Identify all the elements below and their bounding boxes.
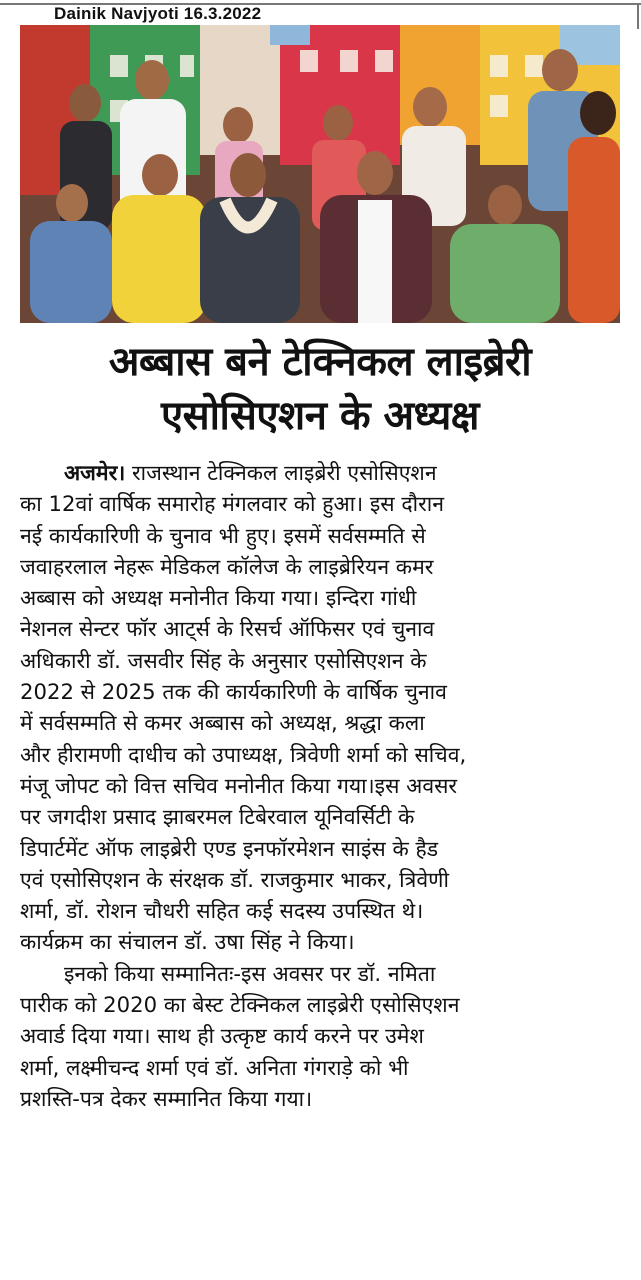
article-line: 2022 से 2025 तक की कार्यकारिणी के वार्षिक चुनाव: [20, 679, 447, 705]
article-line: इनको किया सम्मानितः-इस अवसर पर डॉ. नमिता: [64, 960, 436, 986]
article-line: शर्मा, लक्ष्मीचन्द शर्मा एवं डॉ. अनिता गंगराड़े को भी: [20, 1054, 409, 1080]
article-line: नेशनल सेन्टर फॉर आट्‌र्स के रिसर्च ऑफिसर एवं चुनाव: [20, 616, 435, 642]
article-line: का 12वां वार्षिक समारोह मंगलवार को हुआ। इस दौरान: [20, 491, 444, 517]
right-rule: [637, 3, 639, 29]
article-line: पारीक को 2020 का बेस्ट टेक्निकल लाइब्रेरी एसोसिएशन: [20, 992, 460, 1018]
headline-line-2: एसोसिएशन के अध्यक्ष: [161, 393, 479, 439]
article-line: कार्यक्रम का संचालन डॉ. उषा सिंह ने किया।: [20, 929, 355, 955]
article-line: मंजू जोपट को वित्त सचिव मनोनीत किया गया।इस अवसर: [20, 772, 458, 798]
newspaper-source-label: Dainik Navjyoti 16.3.2022: [54, 4, 262, 23]
group-photo: [20, 25, 620, 323]
article-line: अब्बास को अध्यक्ष मनोनीत किया गया। इन्दिरा गांधी: [20, 585, 417, 611]
article-line: पर जगदीश प्रसाद झाबरमल टिबेरवाल यूनिवर्सिटी के: [20, 804, 415, 830]
article-line: एवं एसोसिएशन के संरक्षक डॉ. राजकुमार भाकर, त्रिवेणी: [20, 866, 449, 892]
headline-line-1: अब्बास बने टेक्निकल लाइब्रेरी: [108, 339, 532, 385]
article-line: अधिकारी डॉ. जसवीर सिंह के अनुसार एसोसिएशन के: [20, 647, 427, 673]
dateline: अजमेर।: [64, 460, 126, 485]
article-body: [20, 457, 620, 1114]
article-line: में सर्वसम्मति से कमर अब्बास को अध्यक्ष, श्रद्धा कला: [20, 710, 425, 736]
article-line: अवार्ड दिया गया। साथ ही उत्कृष्ट कार्य करने पर उमेश: [20, 1023, 424, 1049]
article-line: डिपार्टमेंट ऑफ लाइब्रेरी एण्ड इनफॉरमेशन साइंस के हैड: [20, 835, 439, 861]
article-line: और हीरामणी दाधीच को उपाध्यक्ष, त्रिवेणी शर्मा को सचिव,: [20, 741, 467, 767]
article-line: प्रशस्ति-पत्र देकर सम्मानित किया गया।: [20, 1085, 313, 1111]
article-line: जवाहरलाल नेहरू मेडिकल कॉलेज के लाइब्रेरियन कमर: [20, 553, 434, 579]
article-line: नई कार्यकारिणी के चुनाव भी हुए। इसमें सर्वसम्मति से: [20, 522, 426, 548]
article-line: शर्मा, डॉ. रोशन चौधरी सहित कई सदस्य उपस्थित थे।: [20, 898, 424, 924]
headline: [20, 335, 620, 443]
article-line: अजमेर। राजस्थान टेक्निकल लाइब्रेरी एसोसिएशन: [64, 460, 437, 485]
